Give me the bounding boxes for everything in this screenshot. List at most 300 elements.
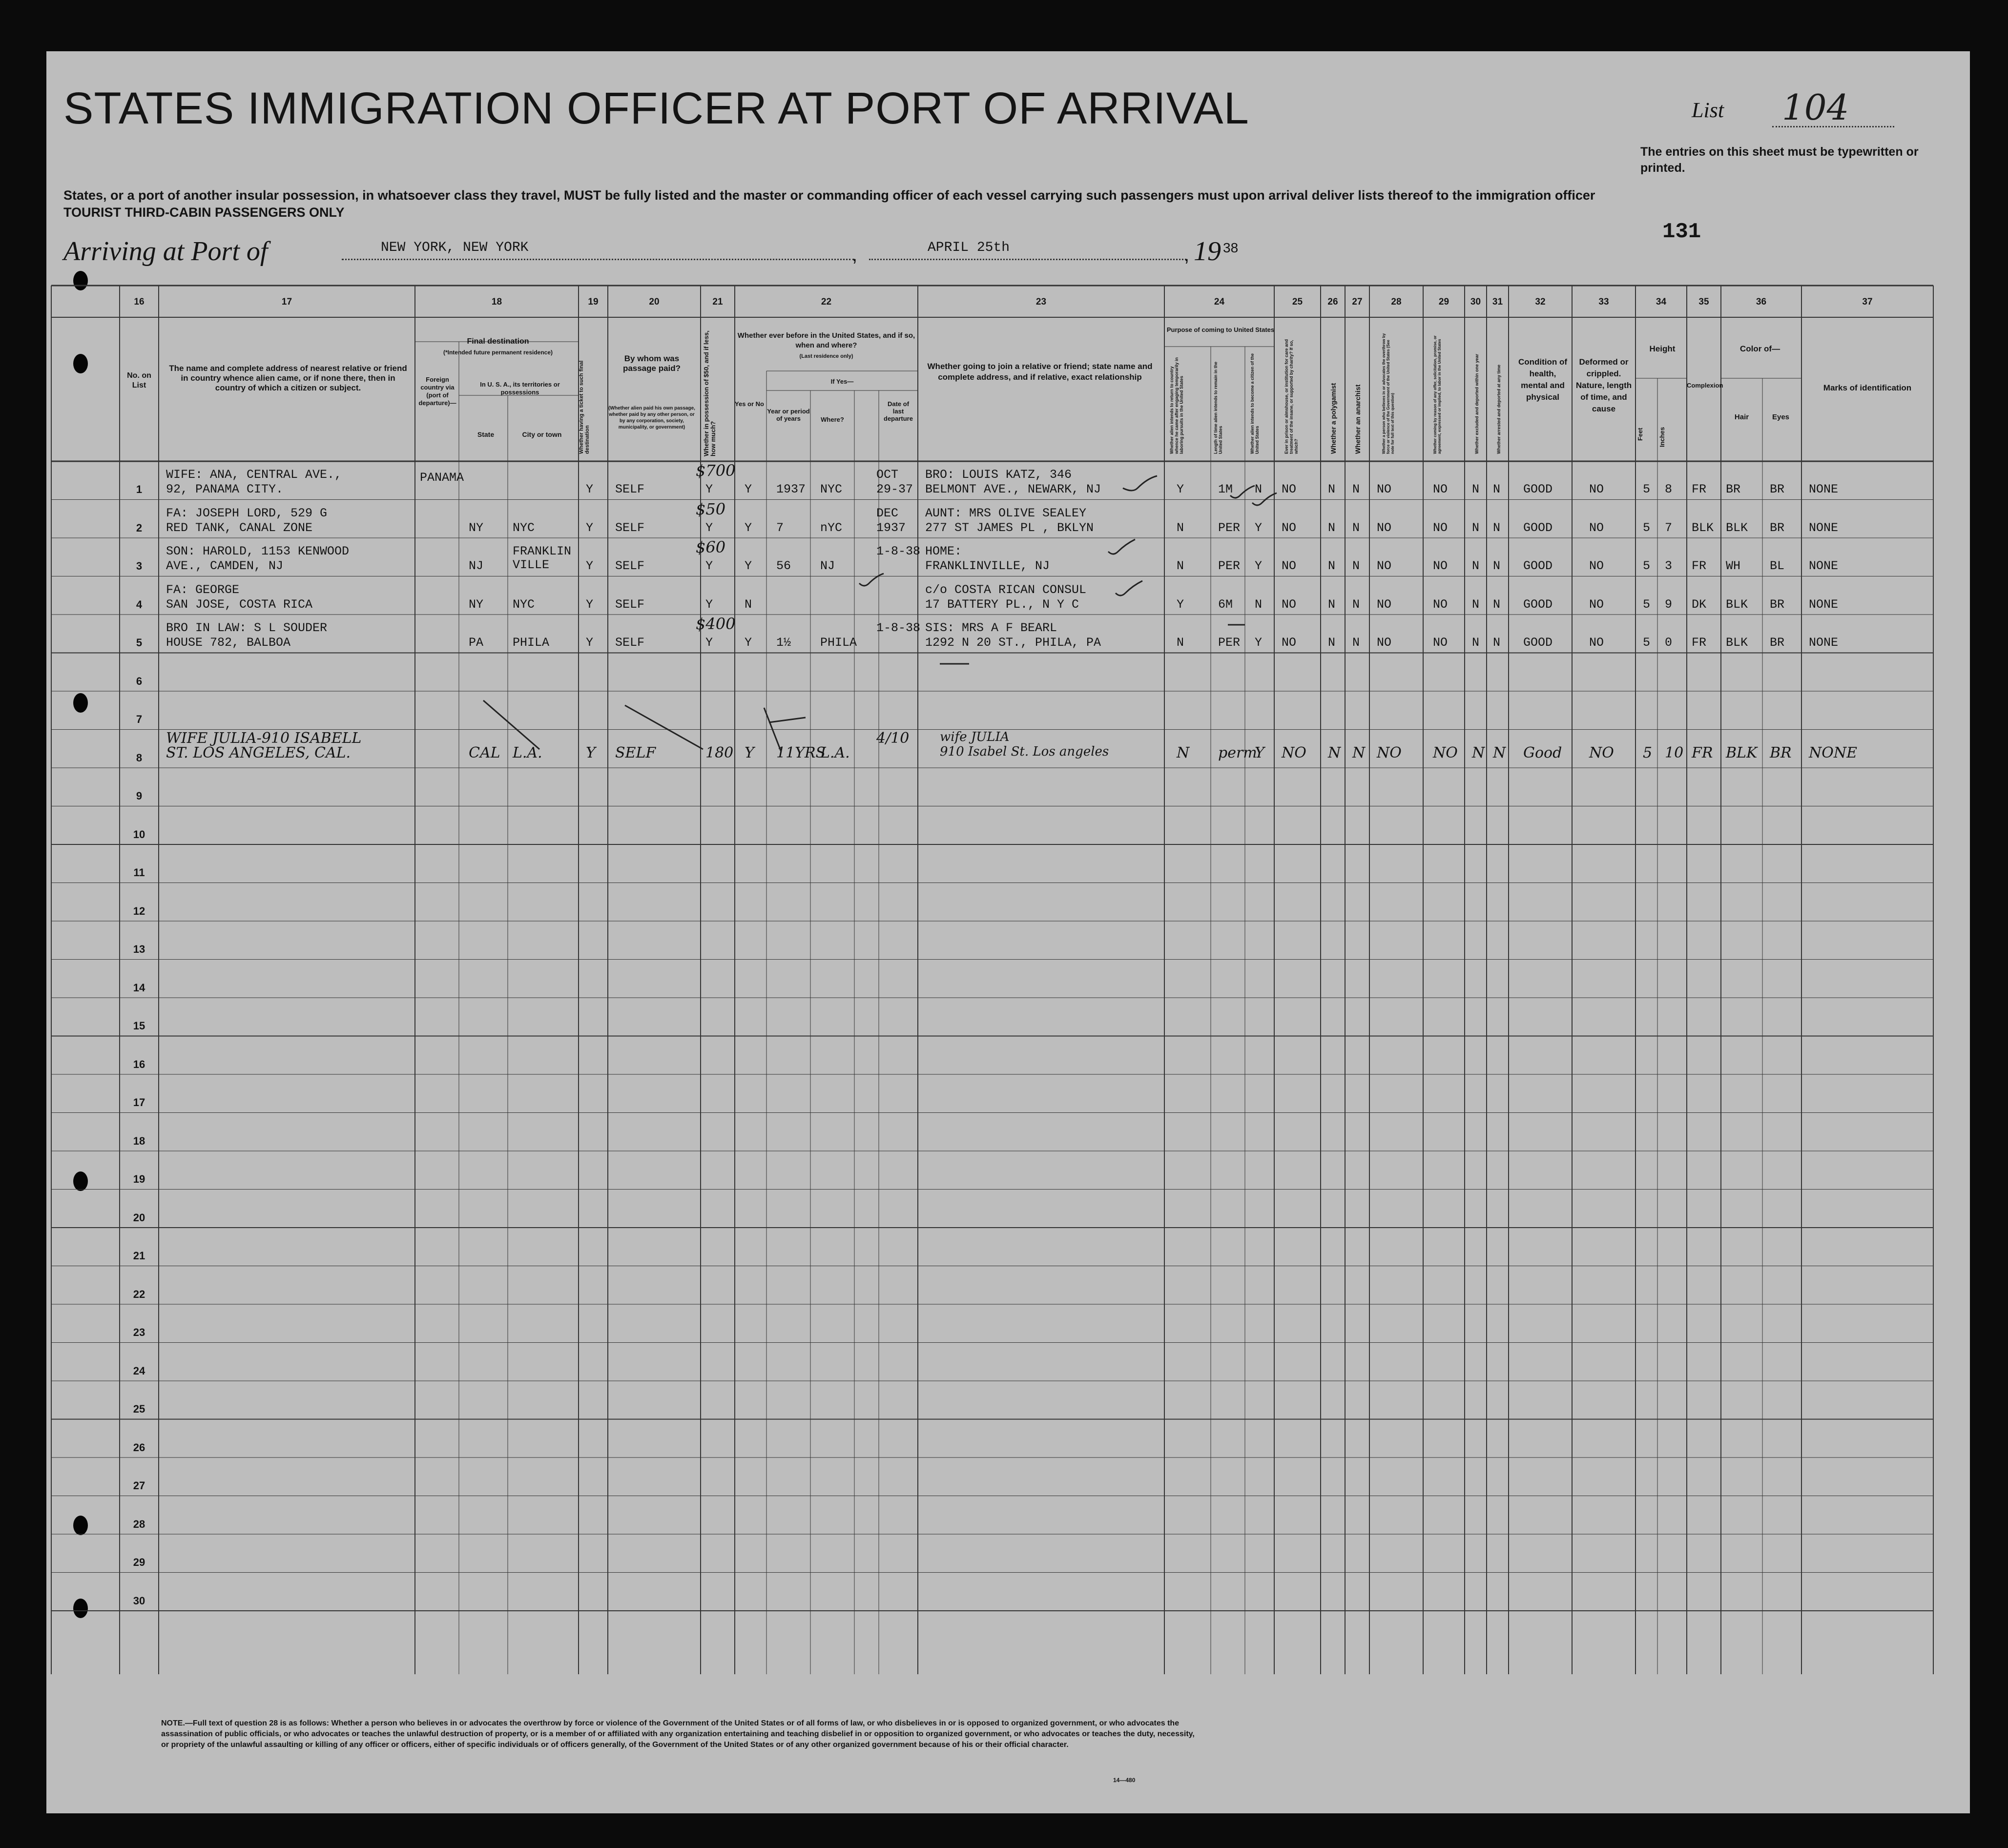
cell-q31: N <box>1493 520 1501 535</box>
cell-where: nYC <box>820 520 843 535</box>
cell-state: CAL <box>469 744 500 761</box>
header-ticket: Whether having a ticket to such final destination <box>579 360 590 454</box>
cell-years: 1937 <box>776 482 806 496</box>
header-health: Condition of health, mental and physical <box>1518 357 1568 402</box>
row-number: 26 <box>133 1441 145 1454</box>
header-final-destination: Final destination <box>467 337 529 346</box>
cell-before: Y <box>745 636 752 650</box>
row-number: 27 <box>133 1479 145 1492</box>
row-number: 17 <box>133 1096 145 1109</box>
cell-inches: 8 <box>1665 482 1673 496</box>
year-prefix: 19 <box>1194 236 1221 267</box>
cell-departure-l2: 1937 <box>876 520 906 535</box>
cell-join-l1: c/o COSTA RICAN CONSUL <box>925 582 1087 597</box>
row-number: 24 <box>133 1364 145 1377</box>
cell-departure-l1: 4/10 <box>876 729 910 747</box>
header-arrested: Whether arrested and deported at any time <box>1496 364 1501 454</box>
cell-q30: N <box>1472 559 1480 573</box>
cell-q28: NO <box>1377 744 1402 761</box>
strike-line <box>764 708 781 752</box>
header-usa: In U. S. A., its territories or possessions <box>480 381 560 396</box>
header-join-relative: Whether going to join a relative or friend; state name and complete address, and if relative, exact relationship <box>927 362 1153 382</box>
column-number: 36 <box>1756 297 1767 307</box>
cell-hair: BLK <box>1726 636 1748 650</box>
cell-where: NYC <box>820 482 843 496</box>
row-number: 23 <box>133 1326 145 1338</box>
cell-where: L.A. <box>820 744 850 761</box>
cell-citizen: Y <box>1255 520 1263 535</box>
cell-q31: N <box>1493 744 1506 761</box>
cell-polyg: N <box>1328 744 1341 761</box>
column-number: 27 <box>1352 297 1363 307</box>
column-number: 30 <box>1470 297 1481 307</box>
port-comma: , <box>852 244 858 266</box>
cell-ticket: Y <box>586 597 594 612</box>
row-number: 6 <box>136 675 143 687</box>
header-last-residence: (Last residence only) <box>799 353 853 359</box>
cell-departure-l1: DEC <box>876 506 899 520</box>
cell-polyg: N <box>1328 559 1336 573</box>
passenger-class: TOURIST THIRD-CABIN PASSENGERS ONLY <box>63 205 345 220</box>
cell-money: Y <box>705 597 713 612</box>
cell-citizen: N <box>1255 482 1263 496</box>
cell-money: Y <box>705 520 713 535</box>
cell-complexion: FR <box>1692 482 1707 496</box>
cell-years: 7 <box>776 520 784 535</box>
cell-q30: N <box>1472 744 1485 761</box>
row-number: 3 <box>136 560 143 572</box>
cell-return: N <box>1177 559 1184 573</box>
strike-line <box>483 700 539 749</box>
cell-health: GOOD <box>1523 482 1553 496</box>
port-value: NEW YORK, NEW YORK <box>381 240 529 255</box>
header-state: State <box>477 431 495 438</box>
cell-anarch: N <box>1352 597 1360 612</box>
cell-join-l2: 277 ST JAMES PL , BKLYN <box>925 520 1094 535</box>
cell-length: 1M <box>1218 482 1233 496</box>
cell-q29: NO <box>1433 482 1448 496</box>
cell-eyes: BR <box>1770 597 1785 612</box>
header-foreign-country: Foreign country via (port of departure)— <box>418 376 456 407</box>
header-yes-no: Yes or No <box>735 400 764 408</box>
page-number: 131 <box>1662 220 1701 244</box>
cell-complexion: DK <box>1692 597 1707 612</box>
cell-feet: 5 <box>1643 744 1653 761</box>
cell-where: PHILA <box>820 636 857 650</box>
header-where: Where? <box>821 416 844 423</box>
cell-ticket: Y <box>586 559 594 573</box>
cell-money-handwritten: $700 <box>696 461 736 480</box>
header-inches: Inches <box>1658 427 1666 447</box>
cell-anarch: N <box>1352 482 1360 496</box>
cell-health: GOOD <box>1523 559 1553 573</box>
cell-relative-l2: ST. LOS ANGELES, CAL. <box>166 744 351 761</box>
cell-deformed: NO <box>1589 636 1604 650</box>
cell-anarch: N <box>1352 520 1360 535</box>
cell-anarch: N <box>1352 559 1360 573</box>
cell-q30: N <box>1472 597 1480 612</box>
cell-join-l2: 910 Isabel St. Los angeles <box>940 744 1109 759</box>
header-purpose-citizen: Whether alien intends to become a citizen of the United States <box>1250 353 1260 454</box>
row-number: 10 <box>133 828 145 841</box>
cell-hair: WH <box>1726 559 1741 573</box>
cell-join-l1: BRO: LOUIS KATZ, 346 <box>925 468 1072 482</box>
cell-join-l1: SIS: MRS A F BEARL <box>925 621 1057 635</box>
header-marks: Marks of identification <box>1823 383 1912 392</box>
cell-return: Y <box>1177 597 1184 612</box>
cell-q31: N <box>1493 482 1501 496</box>
column-number: 32 <box>1535 297 1546 307</box>
cell-money-handwritten: $400 <box>696 615 736 633</box>
cell-q31: N <box>1493 559 1501 573</box>
cell-state: PA <box>469 636 484 650</box>
header-hair: Hair <box>1734 413 1749 421</box>
cell-paid: SELF <box>615 559 645 573</box>
row-number: 4 <box>136 598 143 611</box>
column-number: 26 <box>1327 297 1338 307</box>
header-years: Year or period of years <box>767 408 810 422</box>
row-number: 1 <box>136 483 143 495</box>
cell-ticket: Y <box>586 636 594 650</box>
cell-prison: NO <box>1282 482 1297 496</box>
cell-relative-l2: HOUSE 782, BALBOA <box>166 636 291 650</box>
cell-before: Y <box>745 744 754 761</box>
header-height: Height <box>1649 344 1676 353</box>
cell-inches: 7 <box>1665 520 1673 535</box>
strike-line <box>769 718 806 722</box>
cell-years: 56 <box>776 559 791 573</box>
header-q28: Whether a person who believes in or advocates the overthrow by force or violence of the Government of the United States (See note for full text of this question) <box>1382 333 1395 454</box>
cell-inches: 0 <box>1665 636 1673 650</box>
header-anarchist: Whether an anarchist <box>1354 384 1362 454</box>
header-q29: Whether coming by reason of any offer, solicitation, promise, or agreement, expressed or implied, to labor in the United States <box>1433 335 1442 454</box>
cell-citizen: N <box>1255 597 1263 612</box>
cell-deformed: NO <box>1589 744 1614 761</box>
cell-q28: NO <box>1377 636 1392 650</box>
cell-ticket: Y <box>586 520 594 535</box>
cell-polyg: N <box>1328 597 1336 612</box>
cell-q28: NO <box>1377 482 1392 496</box>
row-number: 14 <box>133 981 145 994</box>
cell-marks: NONE <box>1809 559 1839 573</box>
cell-complexion: FR <box>1692 559 1707 573</box>
cell-feet: 5 <box>1643 559 1651 573</box>
cell-complexion: FR <box>1692 636 1707 650</box>
header-feet: Feet <box>1636 428 1644 441</box>
cell-deformed: NO <box>1589 482 1604 496</box>
cell-before: Y <box>745 482 752 496</box>
cell-paid: SELF <box>615 636 645 650</box>
cell-departure-l1: 1-8-38 <box>876 544 921 558</box>
cell-where: NJ <box>820 559 835 573</box>
header-polygamist: Whether a polygamist <box>1329 383 1337 454</box>
cell-prison: NO <box>1282 559 1297 573</box>
cell-citizen: Y <box>1255 744 1264 761</box>
cell-money-handwritten: $60 <box>696 538 726 556</box>
column-number: 22 <box>821 297 832 307</box>
typing-notice: The entries on this sheet must be typewritten or printed. <box>1640 145 1919 175</box>
cell-join-l2: 1292 N 20 ST., PHILA, PA <box>925 636 1101 650</box>
cell-relative-l1: WIFE JULIA-910 ISABELL <box>166 729 362 747</box>
cell-marks: NONE <box>1809 744 1857 761</box>
cell-relative-l1: FA: JOSEPH LORD, 529 G <box>166 506 328 520</box>
cell-inches: 10 <box>1665 744 1684 761</box>
cell-deformed: NO <box>1589 520 1604 535</box>
cell-anarch: N <box>1352 744 1366 761</box>
column-number: 33 <box>1598 297 1609 307</box>
cell-feet: 5 <box>1643 636 1651 650</box>
cell-before: Y <box>745 559 752 573</box>
column-number: 25 <box>1292 297 1303 307</box>
cell-relative-l2: 92, PANAMA CITY. <box>166 482 284 496</box>
cell-citizen: Y <box>1255 559 1263 573</box>
cell-join-l1: AUNT: MRS OLIVE SEALEY <box>925 506 1087 520</box>
cell-city: FRANKLIN VILLE <box>513 544 572 572</box>
date-comma: , <box>1184 244 1190 266</box>
cell-marks: NONE <box>1809 597 1839 612</box>
cell-eyes: BL <box>1770 559 1785 573</box>
row-number: 25 <box>133 1403 145 1415</box>
cell-q29: NO <box>1433 559 1448 573</box>
column-number: 35 <box>1698 297 1709 307</box>
cell-complexion: FR <box>1692 744 1713 761</box>
cell-length: 6M <box>1218 597 1233 612</box>
header-prison: Ever in prison or almshouse, or institution for care and treatment of the insane, or supported by charity? If so, which? <box>1284 339 1299 454</box>
header-eyes: Eyes <box>1772 413 1790 421</box>
cell-join-l2: FRANKLINVILLE, NJ <box>925 559 1050 573</box>
column-number: 23 <box>1035 297 1047 307</box>
cell-citizen: Y <box>1255 636 1263 650</box>
row-number: 8 <box>136 751 143 764</box>
row-number: 2 <box>136 521 143 534</box>
cell-relative-l1: SON: HAROLD, 1153 KENWOOD <box>166 544 350 558</box>
header-nearest-relative: The name and complete address of nearest relative or friend in country whence alien came, or if none there, then in country of which a citizen or subject. <box>169 364 407 392</box>
cell-return: N <box>1177 520 1184 535</box>
cell-inches: 3 <box>1665 559 1673 573</box>
cell-eyes: BR <box>1770 520 1785 535</box>
cell-departure-l1: OCT <box>876 468 899 482</box>
header-purpose-return: Whether alien intends to return to country whence he came after engaging temporarily in laboring pursuits in the United States <box>1169 357 1184 454</box>
cell-departure-l2: 29-37 <box>876 482 913 496</box>
cell-deformed: NO <box>1589 559 1604 573</box>
cell-relative-l2: AVE., CAMDEN, NJ <box>166 559 284 573</box>
column-number: 17 <box>281 297 292 307</box>
strike-line <box>625 705 703 749</box>
year-suffix: 38 <box>1223 240 1239 255</box>
cell-eyes: BR <box>1770 482 1785 496</box>
cell-marks: NONE <box>1809 482 1839 496</box>
cell-q30: N <box>1472 482 1480 496</box>
cell-q30: N <box>1472 520 1480 535</box>
cell-relative-l1: FA: GEORGE <box>166 582 240 597</box>
cell-paid: SELF <box>615 520 645 535</box>
cell-health: GOOD <box>1523 597 1553 612</box>
cell-q31: N <box>1493 636 1501 650</box>
row-number: 19 <box>133 1173 145 1185</box>
cell-hair: BLK <box>1726 597 1748 612</box>
cell-relative-l2: RED TANK, CANAL ZONE <box>166 520 313 535</box>
row-number: 29 <box>133 1556 145 1568</box>
cell-eyes: BR <box>1770 636 1785 650</box>
column-number: 24 <box>1214 297 1225 307</box>
row-number: 21 <box>133 1250 145 1262</box>
cell-q29: NO <box>1433 744 1458 761</box>
header-no-on-list: No. on List <box>127 371 151 390</box>
port-label: Arriving at Port of <box>63 236 268 267</box>
row-number: 30 <box>133 1594 145 1607</box>
cell-inches: 9 <box>1665 597 1673 612</box>
row-number: 28 <box>133 1518 145 1530</box>
cell-length: PER <box>1218 636 1241 650</box>
header-passage-paid: By whom was passage paid? <box>622 354 681 373</box>
cell-polyg: N <box>1328 520 1336 535</box>
column-number: 28 <box>1391 297 1402 307</box>
header-instructions: States, or a port of another insular possession, in whatsoever class they travel, MUST be fully listed and the master or commanding officer of each vessel carrying such passengers must upon arrival deliver lists thereof to the immigration officer <box>63 188 1595 203</box>
header-ever-before: Whether ever before in the United States, and if so, when and where? <box>737 331 915 349</box>
column-number: 19 <box>588 297 599 307</box>
checkmark-icon <box>1230 486 1255 498</box>
row-number: 11 <box>133 866 145 879</box>
cell-marks: NONE <box>1809 520 1839 535</box>
cell-ticket: Y <box>586 744 596 761</box>
header-final-destination-sub: (*Intended future permanent residence) <box>443 349 553 356</box>
list-number: 104 <box>1782 87 1849 128</box>
column-number: 16 <box>134 297 145 307</box>
row-number: 18 <box>133 1134 145 1147</box>
date-value: APRIL 25th <box>928 240 1010 255</box>
cell-q29: NO <box>1433 636 1448 650</box>
column-number: 31 <box>1492 297 1503 307</box>
cell-city: NYC <box>513 520 535 535</box>
row-number: 16 <box>133 1058 145 1070</box>
cell-marks: NONE <box>1809 636 1839 650</box>
cell-return: N <box>1177 744 1190 761</box>
cell-q29: NO <box>1433 597 1448 612</box>
header-purpose-length: Length of time alien intends to remain in the United States <box>1213 361 1223 454</box>
cell-q29: NO <box>1433 520 1448 535</box>
cell-health: Good <box>1523 744 1562 761</box>
cell-polyg: N <box>1328 636 1336 650</box>
cell-join-l1: HOME: <box>925 544 962 558</box>
header-excluded: Whether excluded and deported within one year <box>1474 353 1479 454</box>
row-number: 20 <box>133 1211 145 1224</box>
cell-q28: NO <box>1377 520 1392 535</box>
checkmark-icon <box>1252 493 1277 505</box>
row-number: 15 <box>133 1020 145 1032</box>
cell-health: GOOD <box>1523 636 1553 650</box>
checkmark-icon <box>859 574 884 586</box>
cell-deformed: NO <box>1589 597 1604 612</box>
checkmark-icon <box>1108 539 1135 554</box>
cell-ticket: Y <box>586 482 594 496</box>
cell-return: N <box>1177 636 1184 650</box>
cell-before: Y <box>745 520 752 535</box>
cell-city: PHILA <box>513 636 550 650</box>
column-number: 21 <box>712 297 723 307</box>
cell-relative-l2: SAN JOSE, COSTA RICA <box>166 597 313 612</box>
list-label: List <box>1692 98 1724 122</box>
header-passage-paid-sub: (Whether alien paid his own passage, whether paid by any other person, or by any corporation, society, municipality, or government) <box>608 406 695 430</box>
cell-length: perm <box>1218 744 1257 761</box>
cell-prison: NO <box>1282 744 1306 761</box>
header-color-of: Color of— <box>1739 344 1780 353</box>
cell-hair: BR <box>1726 482 1741 496</box>
row-number: 12 <box>133 904 145 917</box>
header-money: Whether in possession of $50, and if less, how much? <box>703 330 717 456</box>
cell-state: NJ <box>469 559 484 573</box>
cell-years: 11YRS <box>776 744 826 761</box>
row-number: 7 <box>136 713 143 725</box>
cell-departure-l1: 1-8-38 <box>876 621 921 635</box>
cell-eyes: BR <box>1770 744 1792 761</box>
header-complexion: Complexion <box>1687 382 1723 389</box>
form-number: 14—480 <box>1113 1777 1136 1784</box>
cell-q30: N <box>1472 636 1480 650</box>
cell-paid: SELF <box>615 744 656 761</box>
cell-feet: 5 <box>1643 597 1651 612</box>
column-number: 20 <box>649 297 660 307</box>
footer-note: NOTE.—Full text of question 28 is as follows: Whether a person who believes in or advocates the overthrow by force or violence of the Government of the United States or of all forms of law, or who disbelieves in or is opposed to organized government, or who advocates the assassination of public officials, or who advocates or teaches the unlawful destruction of property, or is a member of or affiliated with any organization entertaining and teaching disbelief in or opposition to organized government, or who advocates or teaches the duty, necessity, or propriety of the unlawful assaulting or killing of any officer or officers, either of specific individuals or of officers generally, of the Government of the United States or of any other organized government because of his or their official character. <box>161 1719 1195 1749</box>
cell-money: 180 <box>705 744 734 761</box>
cell-health: GOOD <box>1523 520 1553 535</box>
cell-hair: BLK <box>1726 520 1748 535</box>
header-deformed: Deformed or crippled. Nature, length of time, and cause <box>1575 357 1632 413</box>
header-city: City or town <box>522 431 562 438</box>
cell-paid: SELF <box>615 597 645 612</box>
cell-prison: NO <box>1282 597 1297 612</box>
cell-relative-l1: WIFE: ANA, CENTRAL AVE., <box>166 468 342 482</box>
cell-complexion: BLK <box>1692 520 1714 535</box>
checkmark-icon <box>1123 476 1157 491</box>
cell-polyg: N <box>1328 482 1336 496</box>
column-number: 29 <box>1438 297 1449 307</box>
cell-state: NY <box>469 520 484 535</box>
cell-city: NYC <box>513 597 535 612</box>
cell-feet: 5 <box>1643 520 1651 535</box>
cell-join-l2: 17 BATTERY PL., N Y C <box>925 597 1079 612</box>
header-if-yes: If Yes— <box>830 378 854 385</box>
checkmark-icon <box>1116 581 1142 595</box>
row-number: 22 <box>133 1288 145 1300</box>
cell-relative-l1: BRO IN LAW: S L SOUDER <box>166 621 328 635</box>
row-number: 9 <box>136 790 143 802</box>
cell-years: 1½ <box>776 636 791 650</box>
cell-return: Y <box>1177 482 1184 496</box>
cell-feet: 5 <box>1643 482 1651 496</box>
cell-money-handwritten: $50 <box>696 499 726 518</box>
row-number: 5 <box>136 637 143 649</box>
cell-money: Y <box>705 482 713 496</box>
header-purpose: Purpose of coming to United States <box>1166 326 1275 333</box>
column-number: 37 <box>1862 297 1873 307</box>
page-title: STATES IMMIGRATION OFFICER AT PORT OF ARRIVAL <box>63 83 1249 133</box>
cell-foreign: PANAMA <box>420 471 464 485</box>
cell-before: N <box>745 597 752 612</box>
cell-prison: NO <box>1282 520 1297 535</box>
column-number: 34 <box>1656 297 1667 307</box>
cell-money: Y <box>705 559 713 573</box>
cell-length: PER <box>1218 559 1241 573</box>
column-number: 18 <box>491 297 502 307</box>
cell-q28: NO <box>1377 559 1392 573</box>
cell-state: NY <box>469 597 484 612</box>
cell-q28: NO <box>1377 597 1392 612</box>
cell-q31: N <box>1493 597 1501 612</box>
cell-prison: NO <box>1282 636 1297 650</box>
cell-join-l2: BELMONT AVE., NEWARK, NJ <box>925 482 1101 496</box>
cell-hair: BLK <box>1726 744 1758 761</box>
cell-city: L.A. <box>513 744 542 761</box>
